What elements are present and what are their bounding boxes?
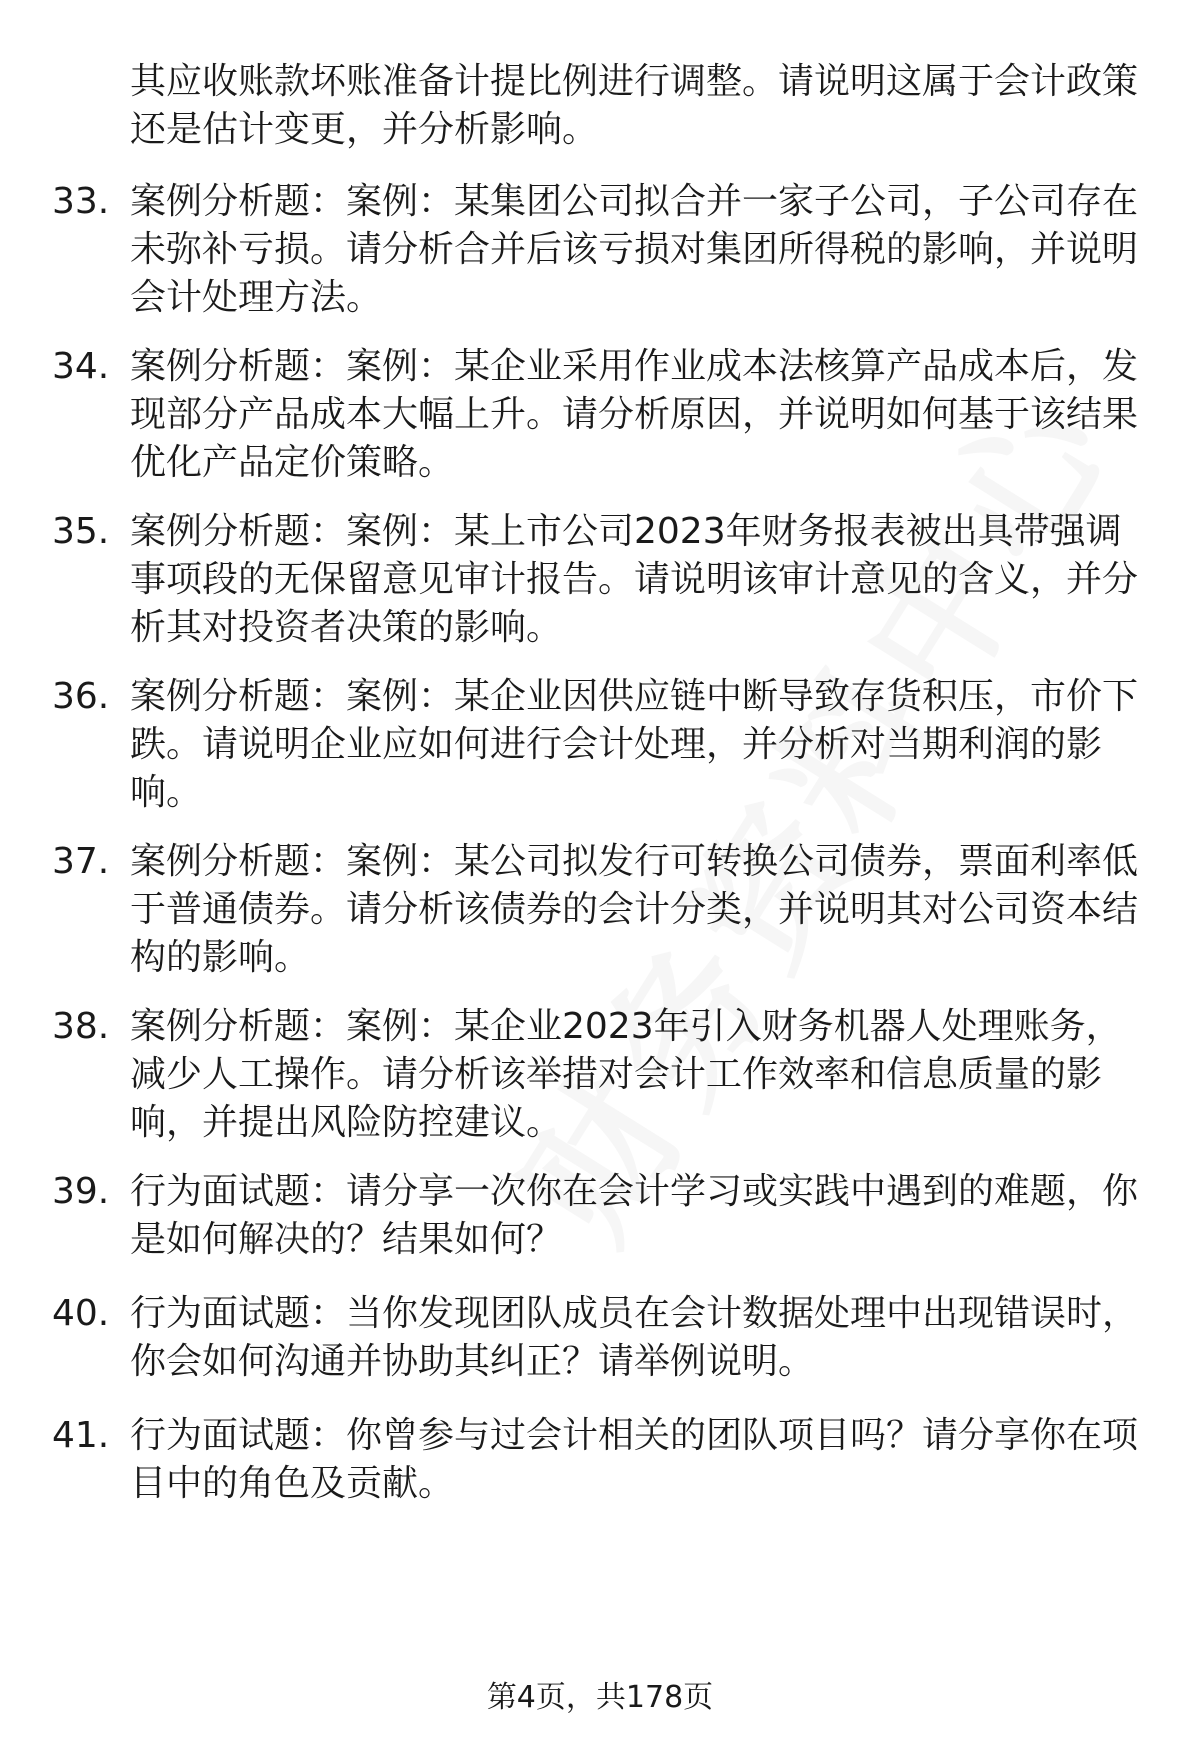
question-item <box>52 1412 1152 1508</box>
question-item <box>52 1168 1152 1264</box>
continuation-text: 其应收账款坏账准备计提比例进行调整。请说明这属于会计政策还是估计变更，并分析影响。 <box>130 61 1139 150</box>
question-text: 案例分析题：案例：某企业2023年引入财务机器人处理账务，减少人工操作。请分析该举措对会计工作效率和信息质量的影响，并提出风险防控建议。 <box>130 1006 1122 1143</box>
question-number: 39. <box>52 1171 110 1212</box>
question-text: 行为面试题：你曾参与过会计相关的团队项目吗？请分享你在项目中的角色及贡献。 <box>130 1415 1139 1504</box>
question-text: 案例分析题：案例：某企业因供应链中断导致存货积压，市价下跌。请说明企业应如何进行会计处理，并分析对当期利润的影响。 <box>130 676 1139 813</box>
question-item <box>52 1003 1152 1147</box>
question-number: 37. <box>52 841 110 882</box>
question-text: 案例分析题：案例：某公司拟发行可转换公司债券，票面利率低于普通债券。请分析该债券的会计分类，并说明其对公司资本结构的影响。 <box>130 841 1139 978</box>
question-number: 34. <box>52 346 110 387</box>
question-item <box>52 838 1152 982</box>
question-text: 案例分析题：案例：某集团公司拟合并一家子公司，子公司存在未弥补亏损。请分析合并后该亏损对集团所得税的影响，并说明会计处理方法。 <box>130 181 1139 318</box>
question-number: 41. <box>52 1415 110 1456</box>
question-number: 40. <box>52 1293 110 1334</box>
question-text: 行为面试题：请分享一次你在会计学习或实践中遇到的难题，你是如何解决的？结果如何？ <box>130 1171 1139 1260</box>
question-item <box>52 508 1152 652</box>
page-footer: 第4页，共178页 <box>486 1680 714 1715</box>
question-text: 行为面试题：当你发现团队成员在会计数据处理中出现错误时，你会如何沟通并协助其纠正？请举例说明。 <box>130 1293 1139 1382</box>
question-number: 38. <box>52 1006 110 1047</box>
question-number: 36. <box>52 676 110 717</box>
question-number: 35. <box>52 511 110 552</box>
question-item <box>52 673 1152 817</box>
question-item <box>52 343 1152 487</box>
question-number: 33. <box>52 181 110 222</box>
question-item <box>52 178 1152 322</box>
question-text: 案例分析题：案例：某企业采用作业成本法核算产品成本后，发现部分产品成本大幅上升。请分析原因，并说明如何基于该结果优化产品定价策略。 <box>130 346 1139 483</box>
question-text: 案例分析题：案例：某上市公司2023年财务报表被出具带强调事项段的无保留意见审计报告。请说明该审计意见的含义，并分析其对投资者决策的影响。 <box>130 511 1139 648</box>
question-item <box>52 1290 1152 1386</box>
